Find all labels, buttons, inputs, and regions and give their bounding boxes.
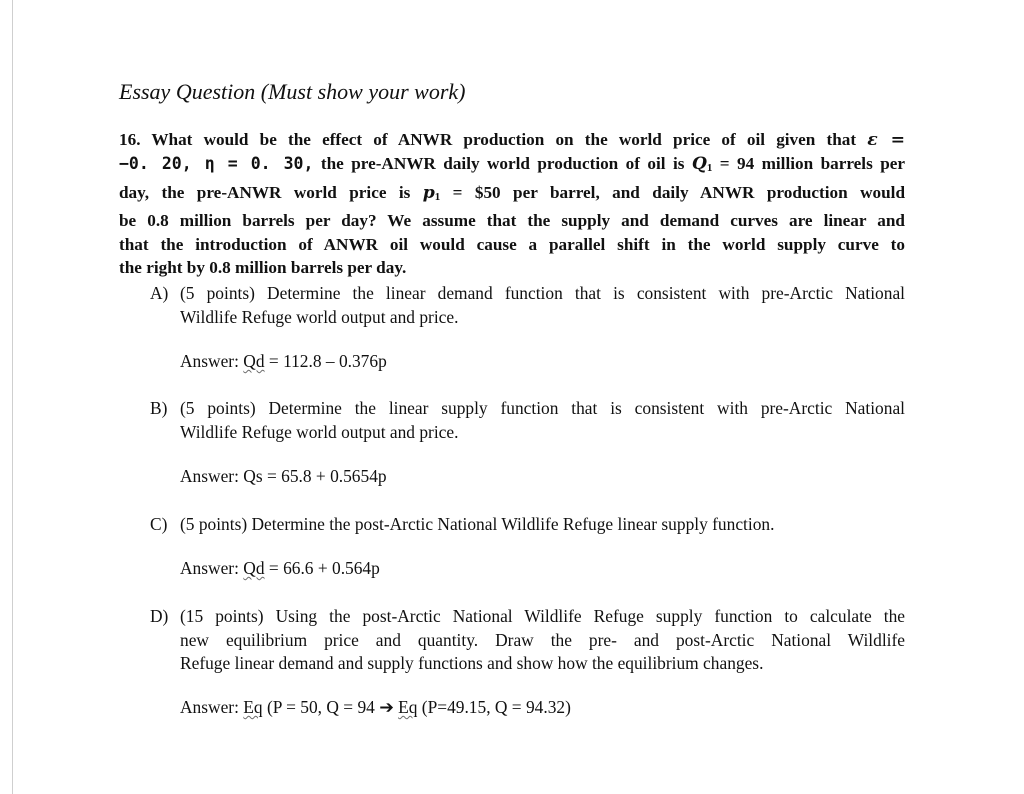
spellcheck-underline: Eq <box>243 697 263 717</box>
part-d-line-2: new equilibrium price and quantity. Draw the pre- and post-Arctic National Wildlife <box>180 629 905 650</box>
part-d-answer: Answer: Eq (P = 50, Q = 94 ➔ Eq (P=49.15, Q = 94.32) <box>180 697 571 717</box>
part-b-line-1: (5 points) Determine the linear supply function that is consistent with pre-Arctic National <box>180 398 905 418</box>
part-c-body <box>180 513 905 537</box>
question-line-4: be 0.8 million barrels per day? We assume that the supply and demand curves are linear and <box>119 211 905 231</box>
spellcheck-underline: Qd <box>243 558 265 578</box>
spellcheck-underline: Eq <box>398 697 418 717</box>
arrow-right-icon: ➔ <box>379 697 394 717</box>
part-a-body <box>180 282 905 329</box>
question-line-6: the right by 0.8 million barrels per day. <box>119 258 407 278</box>
question-16 <box>119 128 905 279</box>
part-b-letter: B) <box>150 398 168 418</box>
part-a-line-1: (5 points) Determine the linear demand function that is consistent with pre-Arctic National <box>180 283 905 303</box>
part-c-answer: Answer: Qd = 66.6 + 0.564p <box>180 558 380 578</box>
question-line-5: that the introduction of ANWR oil would cause a parallel shift in the world supply curve to <box>119 234 905 254</box>
part-d-line-1: (15 points) Using the post-Arctic National Wildlife Refuge supply function to calculate the <box>180 606 905 626</box>
part-d-body <box>180 605 905 676</box>
part-b-body <box>180 397 905 444</box>
part-d-letter: D) <box>150 606 169 626</box>
essay-heading: Essay Question (Must show your work) <box>119 79 466 104</box>
part-c-line-1: (5 points) Determine the post-Arctic National Wildlife Refuge linear supply function. <box>180 514 775 534</box>
part-c-letter: C) <box>150 514 168 534</box>
part-a-answer: Answer: Qd = 112.8 – 0.376p <box>180 351 387 371</box>
part-d-line-3: Refuge linear demand and supply functions and show how the equilibrium changes. <box>180 653 764 673</box>
question-line-3: day, the pre-ANWR world price is p1 = $50 per barrel, and daily ANWR production would <box>119 182 906 203</box>
page-edge-divider <box>12 0 13 794</box>
part-a-letter: A) <box>150 283 169 303</box>
part-b-line-2: Wildlife Refuge world output and price. <box>180 421 459 442</box>
question-line-2: −0. 20, η = 0. 30, the pre-ANWR daily world production of oil is Q1 = 94 million barrels per <box>119 154 906 175</box>
question-line-1: 16. What would be the effect of ANWR production on the world price of oil given that ε = <box>119 130 906 150</box>
spellcheck-underline: Qd <box>243 351 265 371</box>
part-b-answer: Answer: Qs = 65.8 + 0.5654p <box>180 466 387 486</box>
part-a-line-2: Wildlife Refuge world output and price. <box>180 306 459 327</box>
